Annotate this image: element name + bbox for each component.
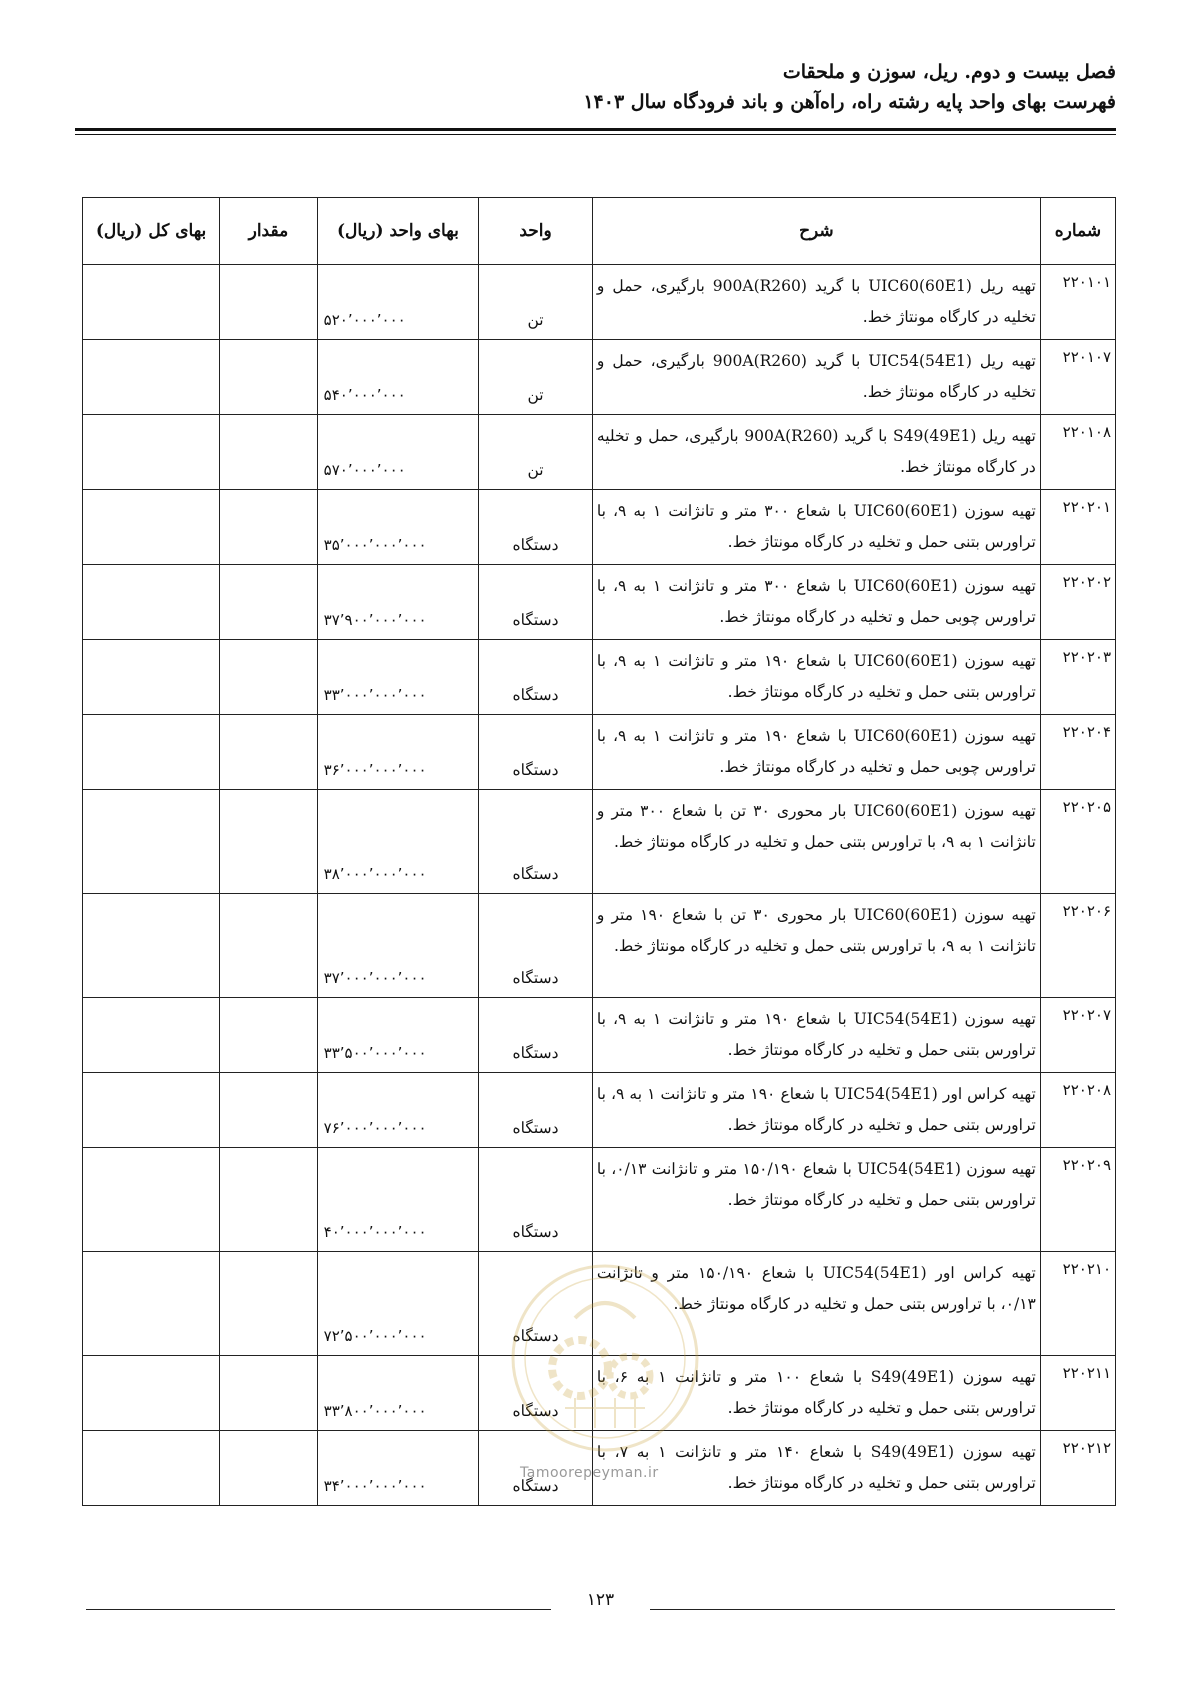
row-unit-price: ۷۲٬۵۰۰٬۰۰۰٬۰۰۰	[317, 1252, 479, 1356]
table-row	[83, 490, 1116, 565]
col-desc-header: شرح	[592, 198, 1040, 265]
table-row	[83, 894, 1116, 998]
row-code: ۲۲۰۲۰۱	[1040, 490, 1115, 565]
row-quantity	[220, 715, 318, 790]
table-row	[83, 1148, 1116, 1252]
col-price-header: بهای واحد (ریال)	[317, 198, 479, 265]
table-row	[83, 790, 1116, 894]
row-quantity	[220, 640, 318, 715]
row-unit-price: ۴۰٬۰۰۰٬۰۰۰٬۰۰۰	[317, 1148, 479, 1252]
row-quantity	[220, 1148, 318, 1252]
col-unit-header: واحد	[479, 198, 593, 265]
row-unit: دستگاه	[479, 565, 593, 640]
footer-rule-left	[86, 1609, 551, 1610]
row-unit: دستگاه	[479, 715, 593, 790]
row-code: ۲۲۰۲۱۰	[1040, 1252, 1115, 1356]
row-unit: دستگاه	[479, 490, 593, 565]
header-rule-thick	[75, 128, 1116, 131]
row-quantity	[220, 1073, 318, 1148]
row-total-price	[83, 340, 220, 415]
row-unit: تن	[479, 415, 593, 490]
row-code: ۲۲۰۲۰۷	[1040, 998, 1115, 1073]
row-description: تهیه کراس اور (UIC54(54E1 با شعاع ۱۵۰/۱۹۰ متر و تانژانت ۰/۱۳، با تراورس بتنی حمل و تخلیه در کارگاه مونتاژ خط.	[592, 1252, 1040, 1356]
row-unit: دستگاه	[479, 640, 593, 715]
row-code: ۲۲۰۲۰۶	[1040, 894, 1115, 998]
row-unit: دستگاه	[479, 1356, 593, 1431]
chapter-title: فصل بیست و دوم. ریل، سوزن و ملحقات	[782, 61, 1116, 83]
row-description: تهیه سوزن (UIC60(60E1 با شعاع ۳۰۰ متر و تانژانت ۱ به ۹، با تراورس چوبی حمل و تخلیه در کارگاه مونتاژ خط.	[592, 565, 1040, 640]
table-body	[83, 265, 1116, 1506]
row-total-price	[83, 415, 220, 490]
table-row	[83, 415, 1116, 490]
row-unit-price: ۳۳٬۵۰۰٬۰۰۰٬۰۰۰	[317, 998, 479, 1073]
row-quantity	[220, 1356, 318, 1431]
table-row	[83, 1252, 1116, 1356]
header-rule-thin	[75, 134, 1116, 135]
row-total-price	[83, 1148, 220, 1252]
page-header	[76, 58, 1116, 116]
row-unit: دستگاه	[479, 1252, 593, 1356]
row-description: تهیه کراس اور (UIC54(54E1 با شعاع ۱۹۰ متر و تانژانت ۱ به ۹، با تراورس بتنی حمل و تخلیه در کارگاه مونتاژ خط.	[592, 1073, 1040, 1148]
row-unit: تن	[479, 265, 593, 340]
row-unit-price: ۵۷۰٬۰۰۰٬۰۰۰	[317, 415, 479, 490]
row-description: تهیه سوزن (UIC60(60E1 با شعاع ۱۹۰ متر و تانژانت ۱ به ۹، با تراورس بتنی حمل و تخلیه در کارگاه مونتاژ خط.	[592, 640, 1040, 715]
row-code: ۲۲۰۲۰۹	[1040, 1148, 1115, 1252]
row-code: ۲۲۰۲۱۱	[1040, 1356, 1115, 1431]
col-qty-header: مقدار	[220, 198, 318, 265]
row-description: تهیه سوزن (S49(49E1 با شعاع ۱۴۰ متر و تانژانت ۱ به ۷، با تراورس بتنی حمل و تخلیه در کارگاه مونتاژ خط.	[592, 1431, 1040, 1506]
row-description: تهیه ریل (S49(49E1 با گرید (900A(R260 بارگیری، حمل و تخلیه در کارگاه مونتاژ خط.	[592, 415, 1040, 490]
row-unit: دستگاه	[479, 1073, 593, 1148]
page-number: ۱۲۳	[586, 1590, 615, 1610]
row-total-price	[83, 790, 220, 894]
row-description: تهیه سوزن (UIC60(60E1 با شعاع ۱۹۰ متر و تانژانت ۱ به ۹، با تراورس چوبی حمل و تخلیه در کارگاه مونتاژ خط.	[592, 715, 1040, 790]
row-unit: دستگاه	[479, 894, 593, 998]
col-total-header: بهای کل (ریال)	[83, 198, 220, 265]
row-total-price	[83, 998, 220, 1073]
row-total-price	[83, 894, 220, 998]
table-row	[83, 1073, 1116, 1148]
col-code-header: شماره	[1040, 198, 1115, 265]
row-total-price	[83, 1431, 220, 1506]
row-unit: دستگاه	[479, 998, 593, 1073]
row-total-price	[83, 715, 220, 790]
row-description: تهیه ریل (UIC54(54E1 با گرید (900A(R260 بارگیری، حمل و تخلیه در کارگاه مونتاژ خط.	[592, 340, 1040, 415]
row-quantity	[220, 790, 318, 894]
row-code: ۲۲۰۱۰۷	[1040, 340, 1115, 415]
price-table	[82, 197, 1116, 1506]
row-description: تهیه سوزن (S49(49E1 با شعاع ۱۰۰ متر و تانژانت ۱ به ۶، با تراورس بتنی حمل و تخلیه در کارگاه مونتاژ خط.	[592, 1356, 1040, 1431]
row-quantity	[220, 1431, 318, 1506]
row-quantity	[220, 490, 318, 565]
row-unit-price: ۳۳٬۰۰۰٬۰۰۰٬۰۰۰	[317, 640, 479, 715]
row-code: ۲۲۰۲۰۸	[1040, 1073, 1115, 1148]
row-unit-price: ۳۳٬۸۰۰٬۰۰۰٬۰۰۰	[317, 1356, 479, 1431]
row-code: ۲۲۰۱۰۱	[1040, 265, 1115, 340]
row-description: تهیه سوزن (UIC60(60E1 بار محوری ۳۰ تن با شعاع ۱۹۰ متر و تانژانت ۱ به ۹، با تراورس بتنی حمل و تخلیه در کارگاه مونتاژ خط.	[592, 894, 1040, 998]
row-unit-price: ۳۷٬۹۰۰٬۰۰۰٬۰۰۰	[317, 565, 479, 640]
row-total-price	[83, 1356, 220, 1431]
row-description: تهیه سوزن (UIC54(54E1 با شعاع ۱۹۰ متر و تانژانت ۱ به ۹، با تراورس بتنی حمل و تخلیه در کارگاه مونتاژ خط.	[592, 998, 1040, 1073]
row-total-price	[83, 1073, 220, 1148]
watermark-text: Tamoorepeyman.ir	[520, 1465, 659, 1481]
row-unit-price: ۷۶٬۰۰۰٬۰۰۰٬۰۰۰	[317, 1073, 479, 1148]
row-total-price	[83, 490, 220, 565]
row-code: ۲۲۰۲۰۴	[1040, 715, 1115, 790]
row-code: ۲۲۰۲۰۳	[1040, 640, 1115, 715]
row-total-price	[83, 1252, 220, 1356]
row-unit-price: ۵۲۰٬۰۰۰٬۰۰۰	[317, 265, 479, 340]
table-row	[83, 265, 1116, 340]
row-code: ۲۲۰۲۰۵	[1040, 790, 1115, 894]
table-row	[83, 998, 1116, 1073]
table-row	[83, 340, 1116, 415]
row-unit-price: ۵۴۰٬۰۰۰٬۰۰۰	[317, 340, 479, 415]
row-quantity	[220, 565, 318, 640]
row-unit: دستگاه	[479, 1431, 593, 1506]
row-description: تهیه ریل (UIC60(60E1 با گرید (900A(R260 بارگیری، حمل و تخلیه در کارگاه مونتاژ خط.	[592, 265, 1040, 340]
row-description: تهیه سوزن (UIC54(54E1 با شعاع ۱۵۰/۱۹۰ متر و تانژانت ۰/۱۳، با تراورس بتنی حمل و تخلیه در کارگاه مونتاژ خط.	[592, 1148, 1040, 1252]
row-total-price	[83, 265, 220, 340]
row-unit-price: ۳۶٬۰۰۰٬۰۰۰٬۰۰۰	[317, 715, 479, 790]
table-row	[83, 715, 1116, 790]
row-unit-price: ۳۵٬۰۰۰٬۰۰۰٬۰۰۰	[317, 490, 479, 565]
row-quantity	[220, 265, 318, 340]
row-code: ۲۲۰۱۰۸	[1040, 415, 1115, 490]
row-code: ۲۲۰۲۰۲	[1040, 565, 1115, 640]
row-total-price	[83, 565, 220, 640]
price-list-title: فهرست بهای واحد پایه رشته راه، راه‌آهن و باند فرودگاه سال ۱۴۰۳	[583, 91, 1116, 113]
table-header-row	[83, 198, 1116, 265]
row-code: ۲۲۰۲۱۲	[1040, 1431, 1115, 1506]
row-quantity	[220, 340, 318, 415]
table-row	[83, 640, 1116, 715]
row-unit-price: ۳۴٬۰۰۰٬۰۰۰٬۰۰۰	[317, 1431, 479, 1506]
row-unit: دستگاه	[479, 790, 593, 894]
row-description: تهیه سوزن (UIC60(60E1 بار محوری ۳۰ تن با شعاع ۳۰۰ متر و تانژانت ۱ به ۹، با تراورس بتنی حمل و تخلیه در کارگاه مونتاژ خط.	[592, 790, 1040, 894]
row-total-price	[83, 640, 220, 715]
table-row	[83, 1356, 1116, 1431]
row-quantity	[220, 894, 318, 998]
row-unit: تن	[479, 340, 593, 415]
row-unit-price: ۳۷٬۰۰۰٬۰۰۰٬۰۰۰	[317, 894, 479, 998]
row-quantity	[220, 998, 318, 1073]
footer-rule-right	[650, 1609, 1115, 1610]
row-unit: دستگاه	[479, 1148, 593, 1252]
row-quantity	[220, 1252, 318, 1356]
row-description: تهیه سوزن (UIC60(60E1 با شعاع ۳۰۰ متر و تانژانت ۱ به ۹، با تراورس بتنی حمل و تخلیه در کارگاه مونتاژ خط.	[592, 490, 1040, 565]
table-row	[83, 565, 1116, 640]
row-unit-price: ۳۸٬۰۰۰٬۰۰۰٬۰۰۰	[317, 790, 479, 894]
row-quantity	[220, 415, 318, 490]
